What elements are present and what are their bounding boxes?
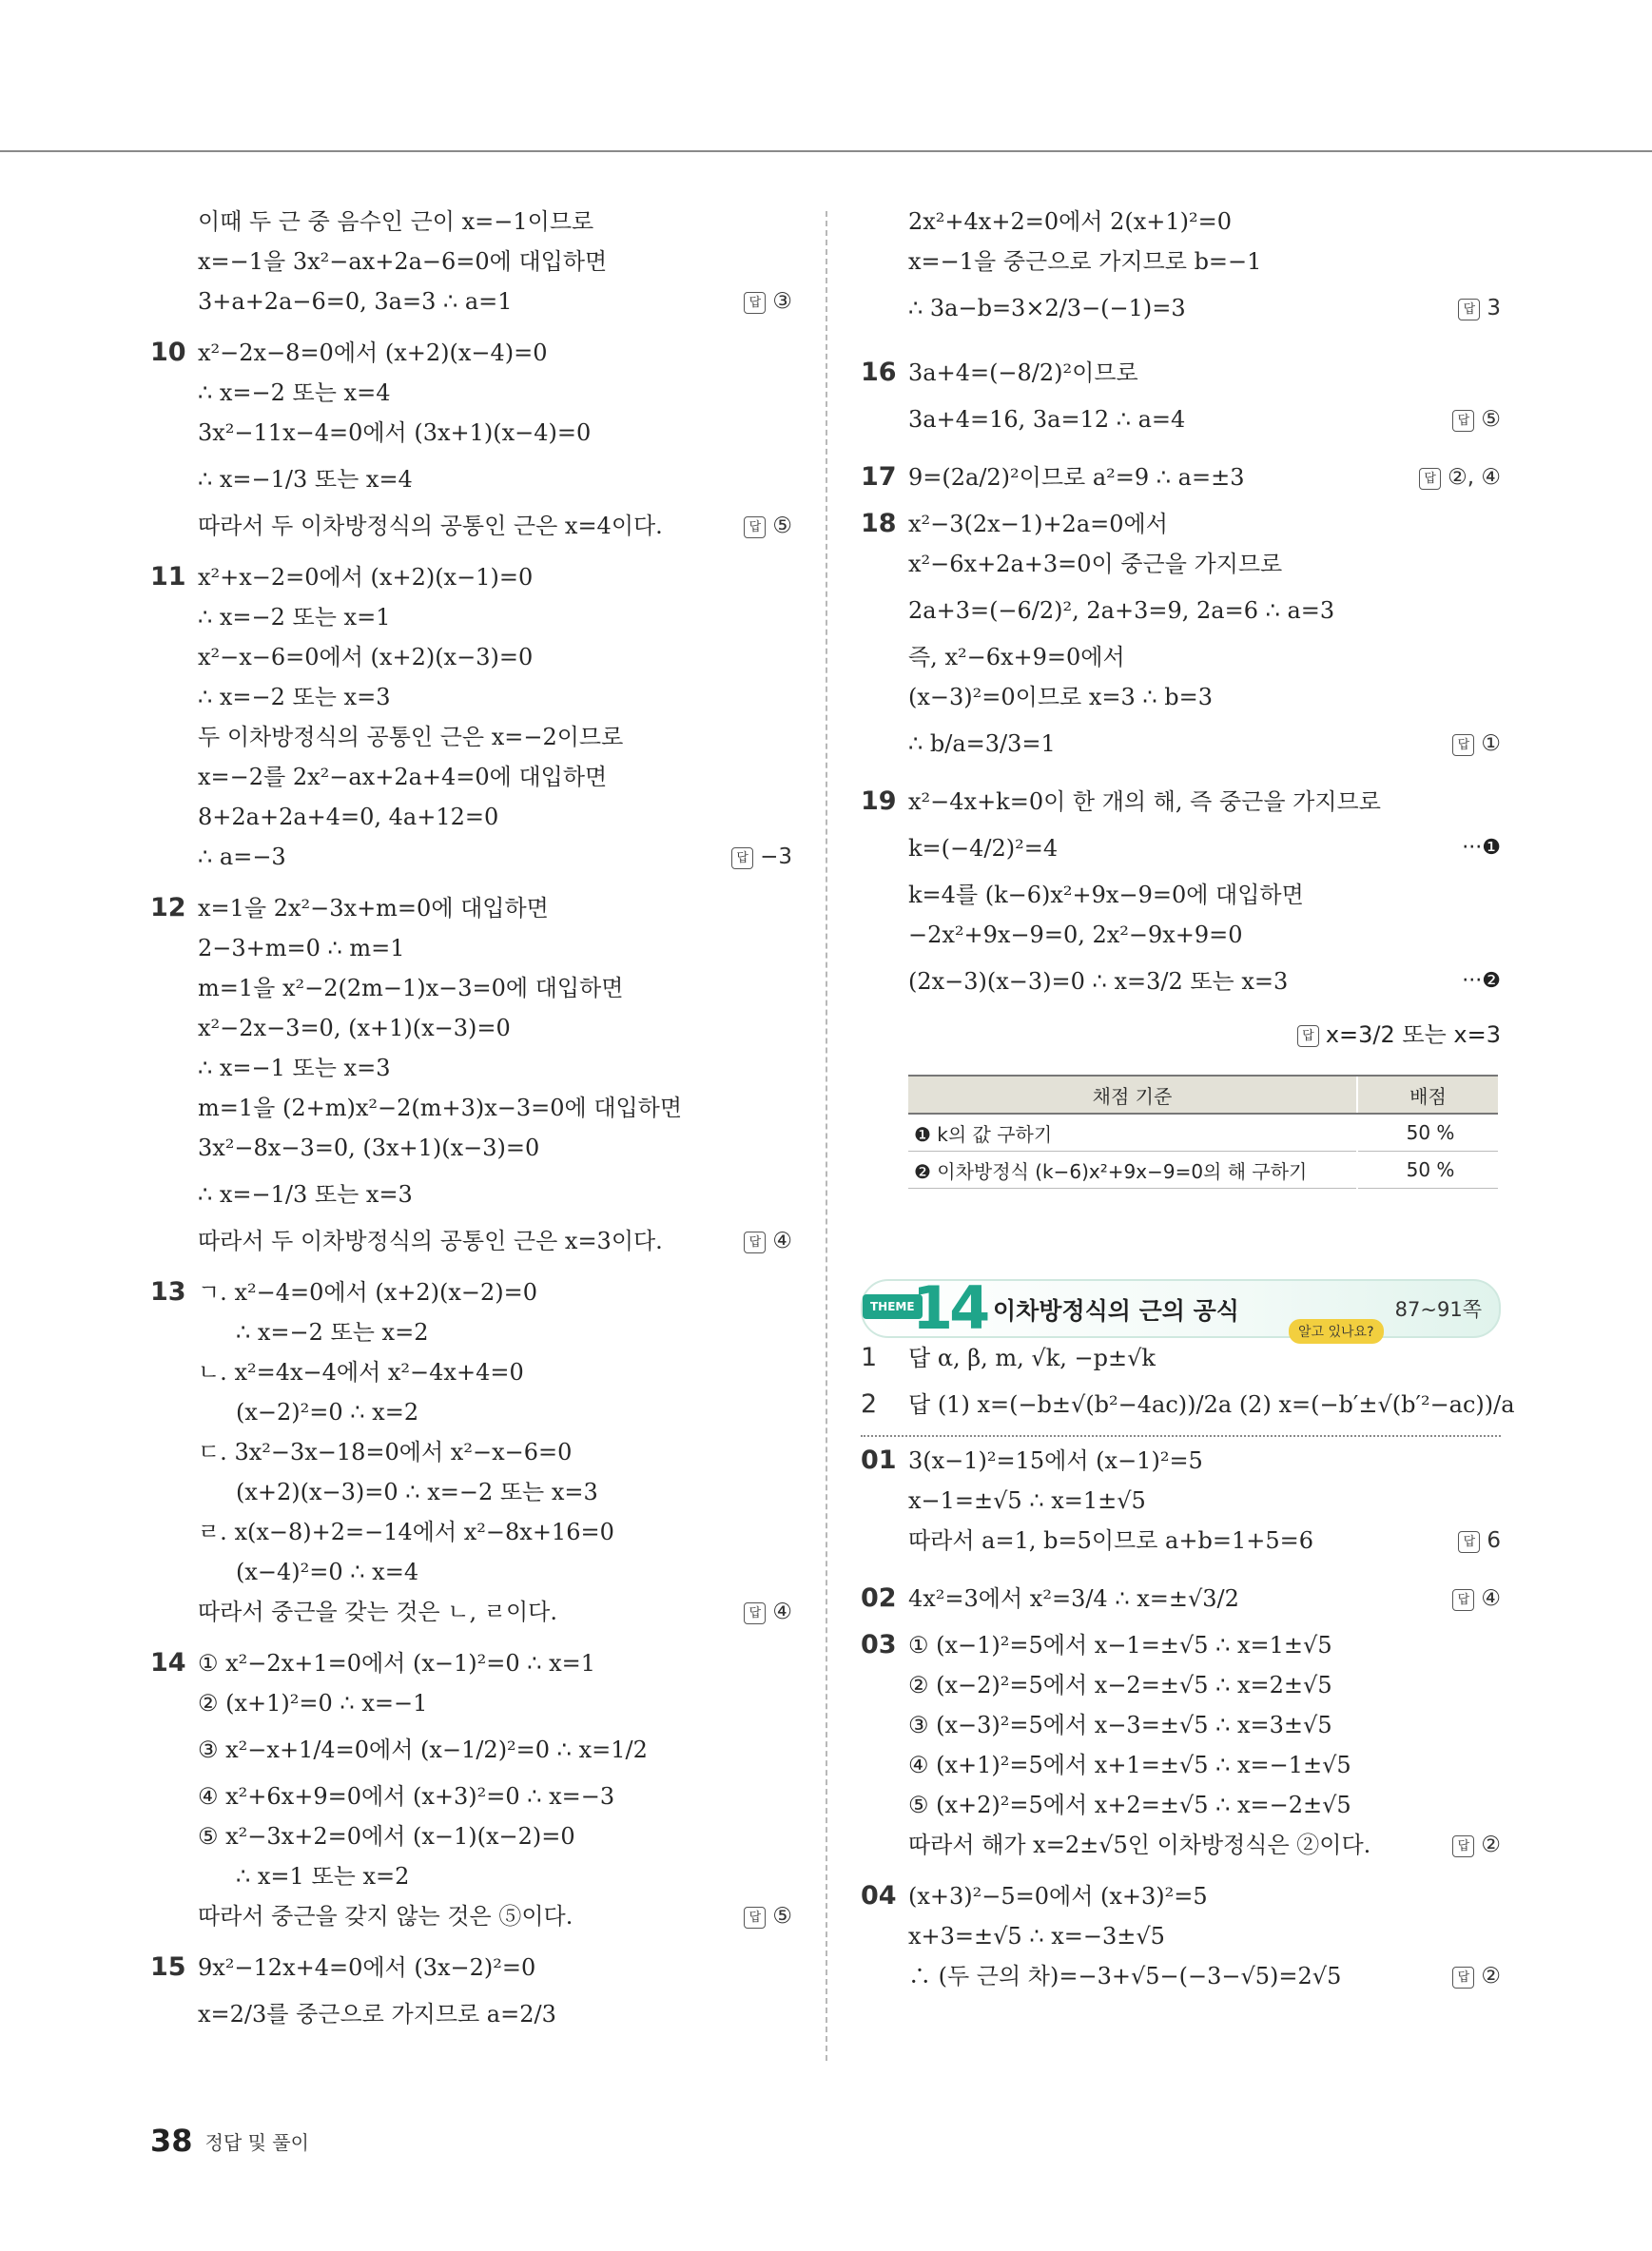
solution-line	[150, 1272, 792, 1312]
solution-text: ∴ 3a−b=3×2/3−(−1)=3	[908, 295, 1186, 321]
solution-text: ④ (x+1)²=5에서 x+1=±√5 ∴ x=−1±√5	[908, 1752, 1351, 1778]
solution-line	[861, 1521, 1501, 1561]
solution-line	[861, 1441, 1501, 1481]
solution-text: (x−2)²=0 ∴ x=2	[236, 1399, 419, 1426]
solution-text: ㄷ. 3x²−3x−18=0에서 x²−x−6=0	[198, 1439, 573, 1465]
solution-text: 9x²−12x+4=0에서 (3x−2)²=0	[198, 1954, 536, 1981]
theme-title: 이차방정식의 근의 공식	[993, 1297, 1239, 1325]
answer-badge: 답 ②, ④	[1419, 451, 1501, 504]
solution-line	[150, 837, 792, 877]
solution-line	[150, 413, 792, 453]
solution-text: 이때 두 근 중 음수인 근이 x=−1이므로	[198, 208, 594, 235]
solution-text: ④ x²+6x+9=0에서 (x+3)²=0 ∴ x=−3	[198, 1783, 615, 1810]
solution-line	[150, 1048, 792, 1088]
solution-text: k=(−4/2)²=4	[908, 835, 1059, 862]
solution-text: m=1을 (2+m)x²−2(m+3)x−3=0에 대입하면	[198, 1095, 683, 1121]
solution-line	[150, 1472, 792, 1512]
solution-text: ㄹ. x(x−8)+2=−14에서 x²−8x+16=0	[198, 1519, 614, 1545]
header-rule	[0, 150, 1652, 152]
answer-badge: 답 ⑤	[744, 506, 792, 546]
solution-text: (x+3)²−5=0에서 (x+3)²=5	[908, 1883, 1208, 1910]
solution-text: x=−2를 2x²−ax+2a+4=0에 대입하면	[198, 764, 608, 790]
solution-line	[150, 1008, 792, 1048]
solution-line	[861, 1825, 1501, 1865]
solution-text: −2x²+9x−9=0, 2x²−9x+9=0	[908, 922, 1243, 948]
solution-line	[150, 1643, 792, 1683]
solution-text: ∴ b/a=3/3=1	[908, 730, 1056, 757]
problem-number: 13	[150, 1277, 186, 1307]
theme-number: 14	[912, 1273, 987, 1343]
solution-text: ③ x²−x+1/4=0에서 (x−1/2)²=0 ∴ x=1/2	[198, 1737, 648, 1763]
solution-line	[861, 242, 1501, 281]
solution-line	[150, 1312, 792, 1352]
problem-number: 2	[861, 1389, 878, 1419]
solution-line	[150, 242, 792, 281]
solution-text: x²−2x−8=0에서 (x+2)(x−4)=0	[198, 340, 548, 366]
solution-line	[861, 346, 1501, 399]
problem-number: 18	[861, 509, 897, 538]
problem-number: 17	[861, 462, 897, 492]
solution-text: x=1을 2x²−3x+m=0에 대입하면	[198, 895, 549, 922]
solution-text: x=−1을 중근으로 가지므로 b=−1	[908, 248, 1262, 275]
answer-badge: 답 ②	[1452, 1825, 1501, 1865]
solution-text: ② (x−2)²=5에서 x−2=±√5 ∴ x=2±√5	[908, 1672, 1332, 1698]
solution-line	[150, 1683, 792, 1723]
solution-text: ⑤ x²−3x+2=0에서 (x−1)(x−2)=0	[198, 1823, 575, 1850]
solution-line	[150, 506, 792, 546]
solution-text: ① (x−1)²=5에서 x−1=±√5 ∴ x=1±√5	[908, 1632, 1332, 1659]
solution-text: ㄴ. x²=4x−4에서 x²−4x+4=0	[198, 1359, 524, 1386]
grading-header-criterion: 채점 기준	[908, 1076, 1357, 1114]
answer-19: 답 x=3/2 또는 x=3	[861, 1008, 1501, 1061]
solution-line	[861, 717, 1501, 770]
column-divider	[826, 211, 827, 2061]
solution-text: 따라서 두 이차방정식의 공통인 근은 x=3이다.	[198, 1228, 663, 1254]
solution-line	[150, 928, 792, 968]
solution-line	[861, 1665, 1501, 1705]
problem-number: 04	[861, 1881, 897, 1911]
solution-text: 8+2a+2a+4=0, 4a+12=0	[198, 804, 499, 830]
step-marker: ···❶	[1462, 836, 1501, 860]
solution-line	[150, 677, 792, 717]
solution-line	[861, 281, 1501, 335]
problem-number: 12	[150, 893, 186, 922]
theme-14-solutions	[861, 1338, 1515, 1996]
answer-badge: 답 ⑤	[1452, 399, 1501, 439]
solution-line	[861, 1378, 1515, 1431]
solution-text: 2x²+4x+2=0에서 2(x+1)²=0	[908, 208, 1233, 235]
solution-text: ∴ a=−3	[198, 844, 286, 870]
solution-text: ∴ x=−1 또는 x=3	[198, 1055, 391, 1081]
solution-line	[861, 955, 1501, 1008]
solution-line	[150, 1352, 792, 1392]
solution-line	[861, 1481, 1501, 1521]
solution-text: (x−3)²=0이므로 x=3 ∴ b=3	[908, 684, 1214, 710]
solution-text: ㄱ. x²−4=0에서 (x+2)(x−2)=0	[198, 1279, 538, 1306]
answer-badge: 답 ①	[1452, 717, 1501, 770]
solution-line	[150, 717, 792, 757]
solution-line	[150, 1896, 792, 1936]
solution-line	[861, 1705, 1501, 1745]
solution-text: x²+x−2=0에서 (x+2)(x−1)=0	[198, 564, 534, 591]
answer-badge: 답 ②	[1452, 1956, 1501, 1996]
theme-banner	[861, 1273, 1501, 1343]
solution-text: ∴ x=−2 또는 x=1	[198, 604, 391, 631]
solution-text: (2x−3)(x−3)=0 ∴ x=3/2 또는 x=3	[908, 968, 1289, 995]
left-column	[150, 202, 792, 2041]
solution-text: 2−3+m=0 ∴ m=1	[198, 935, 405, 961]
solution-text: 답 (1) x=(−b±√(b²−4ac))/2a (2) x=(−b′±√(b′²−ac))/a	[908, 1391, 1515, 1418]
answer-badge: 답 6	[1458, 1521, 1501, 1561]
right-column	[861, 202, 1515, 1996]
solution-text: x²−6x+2a+3=0이 중근을 가지므로	[908, 551, 1283, 577]
solution-line	[150, 1168, 792, 1221]
solution-line	[861, 1338, 1501, 1378]
problem-number: 01	[861, 1446, 897, 1475]
answer-badge: 답 ④	[744, 1221, 792, 1261]
solution-line	[861, 875, 1501, 915]
theme-tag: THEME	[863, 1294, 923, 1319]
solution-text: 3a+4=16, 3a=12 ∴ a=4	[908, 406, 1186, 433]
solution-line	[150, 1776, 792, 1816]
solution-line	[150, 281, 792, 321]
solution-text: x²−2x−3=0, (x+1)(x−3)=0	[198, 1015, 511, 1041]
solution-text: ② (x+1)²=0 ∴ x=−1	[198, 1690, 428, 1717]
solution-line	[861, 637, 1501, 677]
solution-line	[150, 1392, 792, 1432]
solution-text: 3+a+2a−6=0, 3a=3 ∴ a=1	[198, 288, 513, 315]
solution-line	[150, 888, 792, 928]
page-number: 38	[150, 2123, 193, 2159]
solution-line	[150, 202, 792, 242]
grading-score: 50 %	[1357, 1152, 1498, 1189]
solution-line	[861, 1876, 1501, 1916]
solution-line	[861, 1572, 1501, 1625]
problem-number: 16	[861, 358, 897, 387]
section-separator	[861, 1435, 1501, 1437]
solution-line	[861, 1956, 1501, 1996]
grading-row	[908, 1114, 1498, 1152]
grading-row	[908, 1152, 1498, 1189]
answer-badge: 답 ④	[1452, 1572, 1501, 1625]
solution-line	[150, 1816, 792, 1856]
solution-text: 2a+3=(−6/2)², 2a+3=9, 2a=6 ∴ a=3	[908, 597, 1335, 624]
solution-line	[150, 1221, 792, 1261]
problem-number: 03	[861, 1630, 897, 1659]
solution-line	[861, 451, 1501, 504]
solution-line	[150, 1128, 792, 1168]
answer-badge: 답 ④	[744, 1592, 792, 1632]
solution-text: 9=(2a/2)²이므로 a²=9 ∴ a=±3	[908, 464, 1245, 491]
solution-line	[150, 637, 792, 677]
solution-text: 3x²−11x−4=0에서 (3x+1)(x−4)=0	[198, 419, 592, 446]
solution-text: 즉, x²−6x+9=0에서	[908, 644, 1125, 670]
solution-line	[150, 597, 792, 637]
solution-text: ∴ x=−1/3 또는 x=3	[198, 1181, 413, 1208]
solution-text: ∴ x=−2 또는 x=3	[198, 684, 391, 710]
solution-line	[150, 1088, 792, 1128]
theme-badge: 알고 있나요?	[1289, 1319, 1384, 1344]
answer-badge: 답 3	[1458, 281, 1501, 335]
solution-line	[861, 1625, 1501, 1665]
answer-badge: 답 ⑤	[744, 1896, 792, 1936]
solution-text: 두 이차방정식의 공통인 근은 x=−2이므로	[198, 724, 624, 750]
solution-line	[861, 504, 1501, 544]
solution-line	[150, 1592, 792, 1632]
solution-text: ∴ x=1 또는 x=2	[236, 1863, 410, 1890]
grading-score: 50 %	[1357, 1114, 1498, 1152]
solution-text: 따라서 중근을 갖는 것은 ㄴ, ㄹ이다.	[198, 1599, 557, 1625]
solution-text: ① x²−2x+1=0에서 (x−1)²=0 ∴ x=1	[198, 1650, 596, 1677]
solution-line	[150, 1432, 792, 1472]
solution-text: ∴ x=−2 또는 x=2	[236, 1319, 429, 1346]
solution-text: 3x²−8x−3=0, (3x+1)(x−3)=0	[198, 1135, 540, 1161]
solution-text: 따라서 중근을 갖지 않는 것은 ⑤이다.	[198, 1903, 573, 1930]
solution-line	[150, 1512, 792, 1552]
step-marker: ···❷	[1462, 969, 1501, 993]
solution-text: 3a+4=(−8/2)²이므로	[908, 359, 1138, 386]
solution-text: 따라서 a=1, b=5이므로 a+b=1+5=6	[908, 1527, 1313, 1554]
solution-text: 4x²=3에서 x²=3/4 ∴ x=±√3/2	[908, 1585, 1239, 1612]
problem-number: 10	[150, 338, 186, 367]
right-column-solutions	[861, 202, 1501, 1008]
solution-line	[150, 373, 792, 413]
solution-line	[150, 797, 792, 837]
solution-line	[861, 399, 1501, 439]
problem-number: 11	[150, 562, 186, 592]
solution-text: x−1=±√5 ∴ x=1±√5	[908, 1487, 1146, 1514]
solution-line	[150, 1856, 792, 1896]
solution-text: ∴ (두 근의 차)=−3+√5−(−3−√5)=2√5	[908, 1963, 1342, 1989]
solution-text: 따라서 해가 x=2±√5인 이차방정식은 ②이다.	[908, 1832, 1371, 1858]
grading-header-row	[908, 1076, 1498, 1114]
solution-text: ∴ x=−2 또는 x=4	[198, 379, 391, 406]
solution-text: k=4를 (k−6)x²+9x−9=0에 대입하면	[908, 882, 1304, 908]
grading-header-score: 배점	[1357, 1076, 1498, 1114]
solution-line	[861, 584, 1501, 637]
solution-line	[150, 1948, 792, 1988]
solution-text: x²−3(2x−1)+2a=0에서	[908, 511, 1168, 537]
solution-text: ⑤ (x+2)²=5에서 x+2=±√5 ∴ x=−2±√5	[908, 1792, 1351, 1818]
problem-number: 14	[150, 1648, 186, 1678]
solution-line	[150, 1723, 792, 1776]
solution-text: 따라서 두 이차방정식의 공통인 근은 x=4이다.	[198, 513, 663, 539]
problem-number: 15	[150, 1952, 186, 1982]
solution-text: x+3=±√5 ∴ x=−3±√5	[908, 1923, 1165, 1950]
answer-badge: 답 ③	[744, 281, 792, 321]
solution-text: m=1을 x²−2(2m−1)x−3=0에 대입하면	[198, 975, 624, 1001]
solution-line	[861, 822, 1501, 875]
solution-text: x²−4x+k=0이 한 개의 해, 즉 중근을 가지므로	[908, 788, 1381, 815]
grading-criterion: ❷ 이차방정식 (k−6)x²+9x−9=0의 해 구하기	[908, 1152, 1357, 1189]
solution-line	[150, 1552, 792, 1592]
solution-line	[861, 202, 1501, 242]
solution-line	[150, 333, 792, 373]
solution-text: x²−x−6=0에서 (x+2)(x−3)=0	[198, 644, 534, 670]
solution-text: x=−1을 3x²−ax+2a−6=0에 대입하면	[198, 248, 608, 275]
solution-line	[150, 968, 792, 1008]
grading-criterion: ❶ k의 값 구하기	[908, 1114, 1357, 1152]
solution-line	[861, 1785, 1501, 1825]
solution-line	[150, 557, 792, 597]
solution-line	[861, 1916, 1501, 1956]
footer-label: 정답 및 풀이	[204, 2131, 309, 2154]
solution-line	[861, 544, 1501, 584]
solution-line	[150, 453, 792, 506]
page-footer	[150, 2123, 309, 2159]
solution-line	[150, 757, 792, 797]
solution-text: ③ (x−3)²=5에서 x−3=±√5 ∴ x=3±√5	[908, 1712, 1332, 1738]
theme-pages: 87~91쪽	[1394, 1298, 1482, 1321]
solution-line	[861, 677, 1501, 717]
problem-number: 02	[861, 1583, 897, 1613]
problem-number: 1	[861, 1343, 878, 1372]
solution-line	[150, 1988, 792, 2041]
solution-text: (x−4)²=0 ∴ x=4	[236, 1559, 419, 1585]
solution-line	[861, 782, 1501, 822]
solution-text: 3(x−1)²=15에서 (x−1)²=5	[908, 1447, 1203, 1474]
answer-badge: 답 −3	[731, 837, 792, 877]
solution-text: 답 α, β, m, √k, −p±√k	[908, 1345, 1156, 1371]
solution-text: ∴ x=−1/3 또는 x=4	[198, 466, 413, 493]
problem-number: 19	[861, 786, 897, 816]
solution-line	[861, 1745, 1501, 1785]
solution-line	[861, 915, 1501, 955]
solution-text: x=2/3를 중근으로 가지므로 a=2/3	[198, 2001, 556, 2028]
grading-table	[908, 1075, 1498, 1189]
solution-text: (x+2)(x−3)=0 ∴ x=−2 또는 x=3	[236, 1479, 598, 1505]
